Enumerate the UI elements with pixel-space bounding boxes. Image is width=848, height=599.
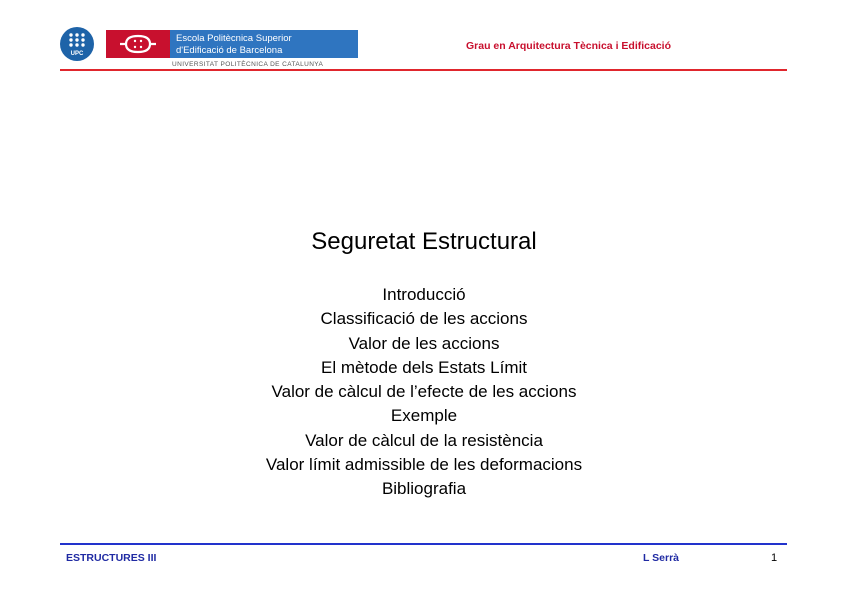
upc-logo-label: UPC xyxy=(70,51,84,57)
topic-item: Valor de les accions xyxy=(348,333,500,353)
upc-dots-icon xyxy=(68,32,86,48)
slide-title: Seguretat Estructural xyxy=(311,228,537,255)
school-name-line2: d'Edificació de Barcelona xyxy=(176,45,283,56)
topic-item: El mètode dels Estats Límit xyxy=(321,357,527,377)
header-divider xyxy=(60,69,787,71)
topic-item: Introducció xyxy=(382,285,466,304)
school-name-band xyxy=(170,30,358,58)
topic-item: Exemple xyxy=(390,406,458,426)
epsebc-logo-mark xyxy=(106,30,170,58)
topic-item: Valor límit admissible de les deformacions xyxy=(265,455,583,475)
topic-item: Bibliografia xyxy=(381,479,467,499)
topic-item: Valor de càlcul de l’efecte de les accions xyxy=(271,382,577,402)
course-title: Grau en Arquitectura Tècnica i Edificació xyxy=(466,40,672,52)
epsebc-emblem-icon xyxy=(106,30,170,58)
school-name-line1: Escola Politècnica Superior xyxy=(176,33,292,44)
footer-subject: ESTRUCTURES III xyxy=(66,552,157,564)
university-caption: UNIVERSITAT POLITÈCNICA DE CATALUNYA xyxy=(172,61,324,68)
footer-divider xyxy=(60,543,787,545)
topic-item: Classificació de les accions xyxy=(320,309,528,329)
topic-item: Valor de càlcul de la resistència xyxy=(305,430,543,450)
page-number: 1 xyxy=(771,552,778,564)
upc-logo xyxy=(60,27,94,61)
footer-author: L Serrà xyxy=(643,552,679,564)
topic-list xyxy=(0,283,848,502)
